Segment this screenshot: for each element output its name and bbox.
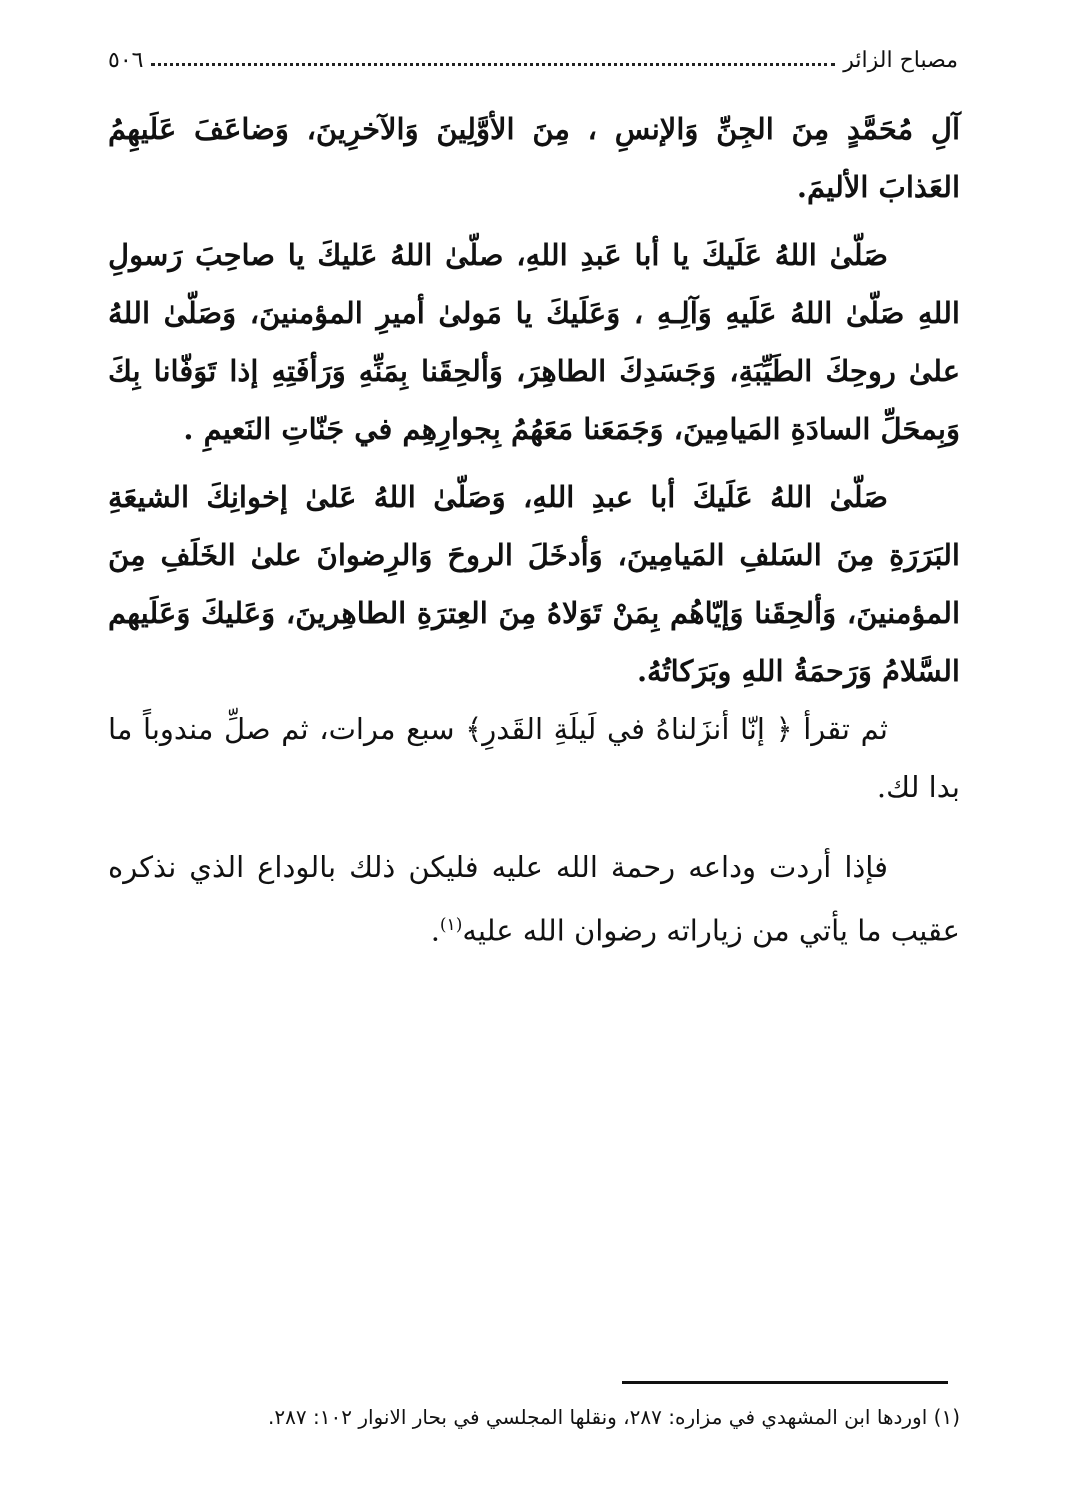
running-header [108,40,958,80]
book-title: مصباح الزائر [843,47,958,73]
footnote: (١) اوردها ابن المشهدي في مزاره: ٢٨٧، ونقلها المجلسي في بحار الانوار ١٠٢: ٢٨٧. [268,1405,960,1429]
page-number: ٥٠٦ [108,47,144,73]
paragraph-1: آلِ مُحَمَّدٍ مِنَ الجِنِّ وَالإنسِ ، مِنَ الأوَّلِينَ وَالآخرِينَ، وَضاعَفَ عَلَيهِمُ العَذابَ الأليمَ. [108,112,960,204]
footnote-ref: (١) [439,915,463,935]
paragraph-5-text: فإذا أردت وداعه رحمة الله عليه فليكن ذلك بالوداع الذي نذكره عقيب ما يأتي من زياراته رضوان الله عليه [108,850,960,948]
paragraph-2: صَلّىٰ اللهُ عَلَيكَ يا أبا عَبدِ اللهِ، صلّىٰ اللهُ عَليكَ يا صاحِبَ رَسولِ اللهِ صَلّىٰ اللهُ عَلَيهِ وَآلِـهِ ، وَعَلَيكَ يا مَولىٰ أميرِ المؤمنينَ، وَصَلّىٰ اللهُ علىٰ روحِكَ الطَيِّبَةِ، وَجَسَدِكَ الطاهِرَ، وَألحِقَنا بِمَنِّهِ وَرَأفَتِهِ إذا تَوَفّانا بِكَ وَبِمحَلِّ السادَةِ المَيامِينَ، وَجَمَعَنا مَعَهُمُ بِجوارِهِم في جَنّاتِ النَعيمِ . [108,238,960,446]
paragraph-3: صَلّىٰ اللهُ عَلَيكَ أبا عبدِ اللهِ، وَصَلّىٰ اللهُ عَلىٰ إخوانِكَ الشيعَةِ البَرَرَةِ مِنَ السَلفِ المَيامِينَ، وَأدخَلَ الروحَ وَالرِضوانَ علىٰ الخَلَفِ مِنَ المؤمنينَ، وَألحِقَنا وَإيّاهُم بِمَنْ تَوَلاهُ مِنَ العِترَةِ الطاهِرينَ، وَعَليكَ وَعَلَيهم السَّلامُ وَرَحمَةُ اللهِ وبَرَكاتُهُ. [108,480,960,688]
paragraph-5-end: . [430,913,440,948]
paragraph-5 [108,838,960,960]
dot-leader [151,55,835,66]
page-body [108,100,960,960]
footnote-separator [622,1381,948,1384]
paragraph-4: ثم تقرأ ﴿ إنّا أنزَلناهُ في لَيلَةِ القَدرِ﴾ سبع مرات، ثم صلِّ مندوباً ما بدا لك. [108,712,960,804]
